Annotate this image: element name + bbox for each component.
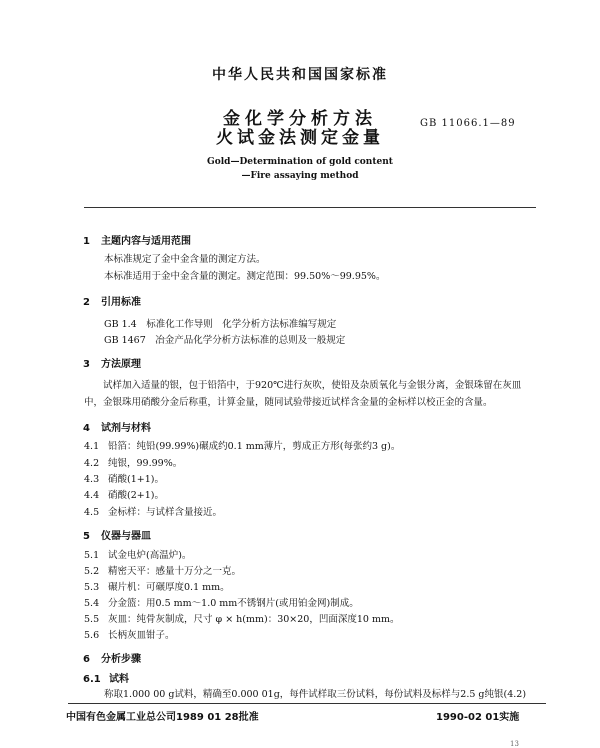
list-item — [84, 563, 241, 577]
standard-number: GB 11066.1—89 — [420, 118, 516, 129]
section-title: 分析步骤 — [101, 654, 141, 665]
item-text: 分金篮：用0.5 mm～1.0 mm不锈钢片(或用铂金网)制成。 — [108, 598, 359, 609]
section-4-heading — [83, 419, 151, 434]
paragraph: 本标准适用于金中金含量的测定。测定范围：99.50%～99.95%。 — [104, 271, 386, 282]
item-text: 纯银，99.99%。 — [108, 458, 183, 469]
section-3-heading — [83, 355, 141, 370]
standard-header: 中华人民共和国国家标准 — [212, 67, 388, 83]
item-text: 灰皿：纯骨灰制成，尺寸 φ × h(mm)：30×20，凹面深度10 mm。 — [108, 614, 400, 625]
title-line-2: 火试金法测定金量 — [216, 128, 384, 148]
list-item — [84, 455, 182, 469]
list-item — [84, 504, 222, 518]
section-6-heading — [83, 650, 141, 665]
item-number: 5.4 — [84, 598, 100, 609]
item-text: 金标样：与试样含量接近。 — [108, 507, 223, 518]
list-item — [84, 471, 164, 485]
item-number: 4.5 — [84, 507, 100, 518]
list-item — [84, 611, 399, 625]
reference-item: GB 1467 冶金产品化学分析方法标准的总则及一般规定 — [104, 335, 346, 346]
title-line-1: 金化学分析方法 — [223, 109, 377, 129]
item-text: 精密天平：感量十万分之一克。 — [108, 566, 242, 577]
item-number: 5.6 — [84, 630, 100, 641]
section-number: 3 — [83, 359, 90, 370]
paragraph: 试样加入适量的银，包于铅箔中，于920℃进行灰吹，使铅及杂质氧化与金银分离，金银珠留在灰皿 — [103, 380, 522, 391]
item-number: 5.5 — [84, 614, 100, 625]
bottom-divider — [68, 703, 546, 704]
item-text: 试金电炉(高温炉)。 — [108, 550, 192, 561]
item-text: 铅箔：纯铅(99.99%)碾成约0.1 mm薄片，剪成正方形(每张约3 g)。 — [108, 441, 401, 452]
item-number: 5.2 — [84, 566, 100, 577]
subsection-number: 6.1 — [83, 674, 101, 685]
item-text: 硝酸(2+1)。 — [108, 490, 164, 501]
reference-item: GB 1.4 标准化工作导则 化学分析方法标准编写规定 — [104, 319, 337, 330]
english-title-line-2: —Fire assaying method — [241, 171, 359, 181]
item-number: 4.3 — [84, 474, 100, 485]
implementation-date: 1990-02 01实施 — [436, 712, 520, 723]
paragraph: 本标准规定了金中金含量的测定方法。 — [104, 254, 266, 265]
section-number: 2 — [83, 297, 90, 308]
item-number: 5.3 — [84, 582, 100, 593]
item-number: 4.2 — [84, 458, 100, 469]
item-number: 4.4 — [84, 490, 100, 501]
item-text: 长柄灰皿钳子。 — [108, 630, 175, 641]
item-number: 5.1 — [84, 550, 100, 561]
section-title: 仪器与器皿 — [101, 531, 151, 542]
list-item — [84, 595, 359, 609]
list-item — [84, 627, 175, 641]
item-text: 碾片机：可碾厚度0.1 mm。 — [108, 582, 230, 593]
section-number: 6 — [83, 654, 90, 665]
section-5-heading — [83, 527, 151, 542]
section-title: 引用标准 — [101, 297, 141, 308]
section-number: 1 — [83, 236, 90, 247]
subsection-title: 试料 — [109, 674, 129, 685]
item-number: 4.1 — [84, 441, 100, 452]
top-divider — [84, 207, 536, 208]
subsection-6-1-heading — [83, 670, 129, 685]
section-title: 主题内容与适用范围 — [101, 236, 191, 247]
list-item — [84, 547, 191, 561]
list-item — [84, 438, 400, 452]
section-1-heading — [83, 232, 191, 247]
section-title: 试剂与材料 — [101, 423, 151, 434]
paragraph: 中，金银珠用硝酸分金后称重，计算金量，随同试验带接近试样含金量的金标样以校正金的含量。 — [84, 397, 493, 408]
section-number: 4 — [83, 423, 90, 434]
english-title-line-1: Gold—Determination of gold content — [207, 157, 393, 167]
list-item — [84, 579, 230, 593]
paragraph: 称取1.000 00 g试料，精确至0.000 01g，每件试样取三份试料，每份试料及标样与2.5 g纯银(4.2) — [104, 689, 527, 700]
section-number: 5 — [83, 531, 90, 542]
item-text: 硝酸(1+1)。 — [108, 474, 164, 485]
section-2-heading — [83, 293, 141, 308]
section-title: 方法原理 — [101, 359, 141, 370]
approval-note: 中国有色金属工业总公司1989 01 28批准 — [66, 712, 259, 723]
list-item — [84, 487, 164, 501]
page-number: 13 — [510, 740, 519, 748]
